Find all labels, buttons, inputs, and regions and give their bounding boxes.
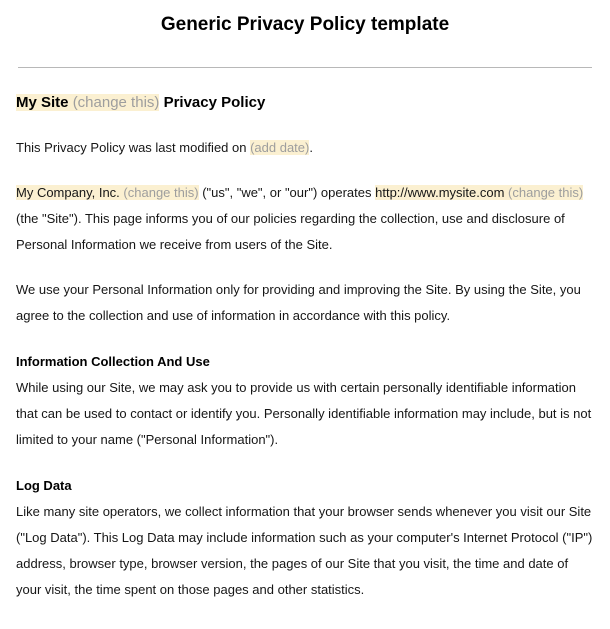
text-segment: This Privacy Policy was last modified on	[16, 140, 251, 155]
company-intro-paragraph	[16, 180, 594, 258]
usage-paragraph: We use your Personal Information only for providing and improving the Site. By using the Site, you agree to the collection and use of information in accordance with this policy.	[16, 282, 581, 323]
policy-heading	[16, 93, 594, 112]
last-modified-line	[16, 135, 594, 161]
page-title: Generic Privacy Policy template	[160, 14, 450, 35]
text-segment: ("us", "we", or "our") operates	[198, 185, 376, 200]
text-segment: Privacy Policy	[163, 94, 266, 111]
highlighted-text: My Site	[16, 94, 69, 111]
highlighted-text: http://www.mysite.com	[375, 185, 505, 200]
section-heading-log-data: Log Data	[16, 478, 72, 493]
highlighted-text: My Company, Inc.	[16, 185, 120, 200]
section-body-log-data: Like many site operators, we collect information that your browser sends whenever you visit our Site ("Log Data"). This Log Data may include information such as your computer's Internet Protocol ("IP") address, browser type, browser version, the pages of our Site that you visit, the time and date of your visit, the time spent on those pages and other statistics.	[16, 504, 593, 597]
placeholder-highlight: (change this)	[508, 185, 584, 200]
text-segment: (the "Site"). This page informs you of our policies regarding the collection, use and disclosure of Personal Information we receive from users of the Site.	[16, 211, 565, 252]
text-segment: .	[309, 140, 313, 155]
section-body-information-collection: While using our Site, we may ask you to provide us with certain personally identifiable information that can be used to contact or identify you. Personally identifiable information may include, but is not limited to your name ("Personal Information").	[16, 380, 592, 447]
placeholder-highlight: (change this)	[123, 185, 199, 200]
placeholder-highlight: (change this)	[72, 94, 160, 111]
policy-section-log-data	[16, 473, 594, 603]
section-heading-information-collection: Information Collection And Use	[16, 354, 210, 369]
placeholder-highlight: (add date)	[250, 140, 310, 155]
policy-section-information-collection	[16, 349, 594, 453]
content-divider	[18, 67, 592, 68]
